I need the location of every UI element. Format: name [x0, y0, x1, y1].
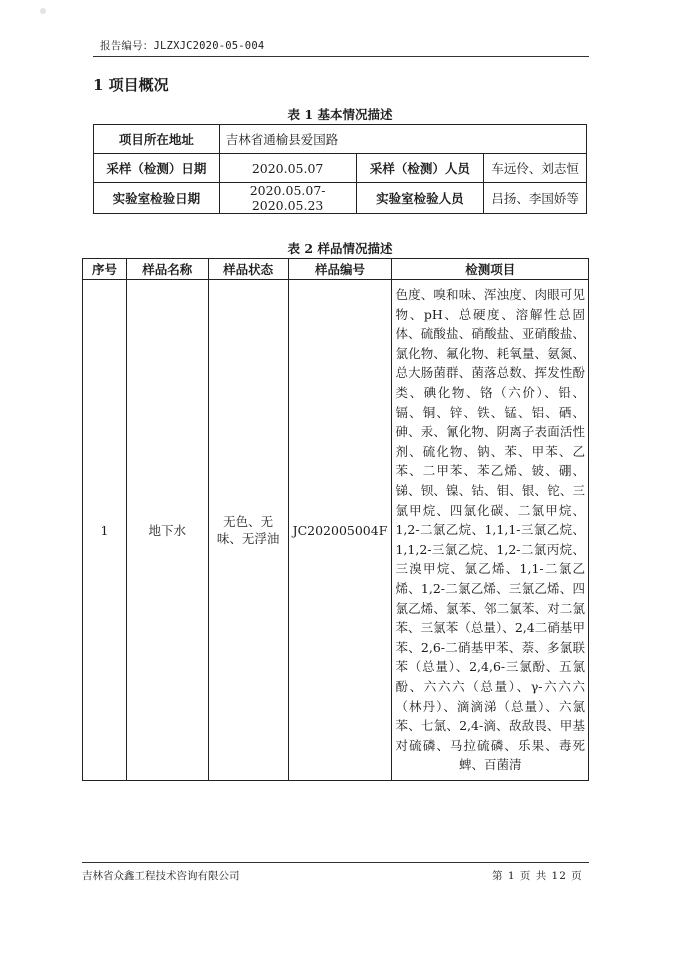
sample-info-table [82, 258, 589, 781]
sample-name: 地下水 [126, 280, 208, 781]
table-row [83, 280, 589, 781]
report-number: 报告编号：JLZXJC2020-05-004 [100, 40, 265, 52]
table1-caption: 表 1 基本情况描述 [287, 107, 393, 122]
footer-company: 吉林省众鑫工程技术咨询有限公司 [82, 870, 240, 882]
col-header-no: 序号 [83, 259, 127, 280]
header-rule [93, 56, 589, 57]
sample-no: 1 [83, 280, 127, 781]
section-title: 1 项目概况 [93, 76, 169, 94]
test-items: 色度、嗅和味、浑浊度、肉眼可见物、pH、总硬度、溶解性总固体、硫酸盐、硝酸盐、亚硝酸盐、氯化物、氟化物、耗氧量、氨氮、总大肠菌群、菌落总数、挥发性酚类、碘化物、铬（六价）、铅、镉、铜、锌、铁、锰、铝、硒、砷、汞、氰化物、阴离子表面活性剂、硫化物、钠、苯、甲苯、乙苯、二甲苯、苯乙烯、铍、硼、锑、钡、镍、钴、钼、银、铊、三氯甲烷、四氯化碳、二氯甲烷、1,2-二氯乙烷、1,1,1-三氯乙烷、1,1,2-三氯乙烷、1,2-二氯丙烷、三溴甲烷、氯乙烯、1,1-二氯乙烯、1,2-二氯乙烯、三氯乙烯、四氯乙烯、氯苯、邻二氯苯、对二氯苯、三氯苯（总量）、2,4二硝基甲苯、2,6-二硝基甲苯、萘、多氯联苯（总量）、2,4,6-三氯酚、五氯酚、六六六（总量）、γ-六六六（林丹）、滴滴涕（总量）、六氯苯、七氯、2,4-滴、敌敌畏、甲基对硫磷、马拉硫磷、乐果、毒死蜱、百菌清 [395, 287, 585, 773]
col-header-items: 检测项目 [392, 259, 589, 280]
test-items-cell [392, 280, 589, 781]
sample-code: JC202005004F [288, 280, 392, 781]
sampling-date-label: 采样（检测）日期 [94, 154, 220, 183]
sampling-staff-label: 采样（检测）人员 [356, 154, 484, 183]
table2-caption: 表 2 样品情况描述 [287, 241, 393, 256]
scan-speck [40, 8, 46, 14]
lab-staff-value: 吕扬、李国娇等 [484, 183, 587, 214]
lab-date-label: 实验室检验日期 [94, 183, 220, 214]
footer-page-number: 第 1 页 共 12 页 [492, 870, 583, 882]
col-header-state: 样品状态 [208, 259, 288, 280]
sample-state: 无色、无味、无浮油 [208, 280, 288, 781]
address-value: 吉林省通榆县爱国路 [219, 125, 586, 154]
address-label: 项目所在地址 [94, 125, 220, 154]
lab-staff-label: 实验室检验人员 [356, 183, 484, 214]
lab-date-value: 2020.05.07-2020.05.23 [219, 183, 356, 214]
col-header-name: 样品名称 [126, 259, 208, 280]
footer-rule [82, 862, 589, 863]
col-header-code: 样品编号 [288, 259, 392, 280]
basic-info-table [93, 124, 587, 214]
sampling-staff-value: 车远伶、刘志恒 [484, 154, 587, 183]
sampling-date-value: 2020.05.07 [219, 154, 356, 183]
